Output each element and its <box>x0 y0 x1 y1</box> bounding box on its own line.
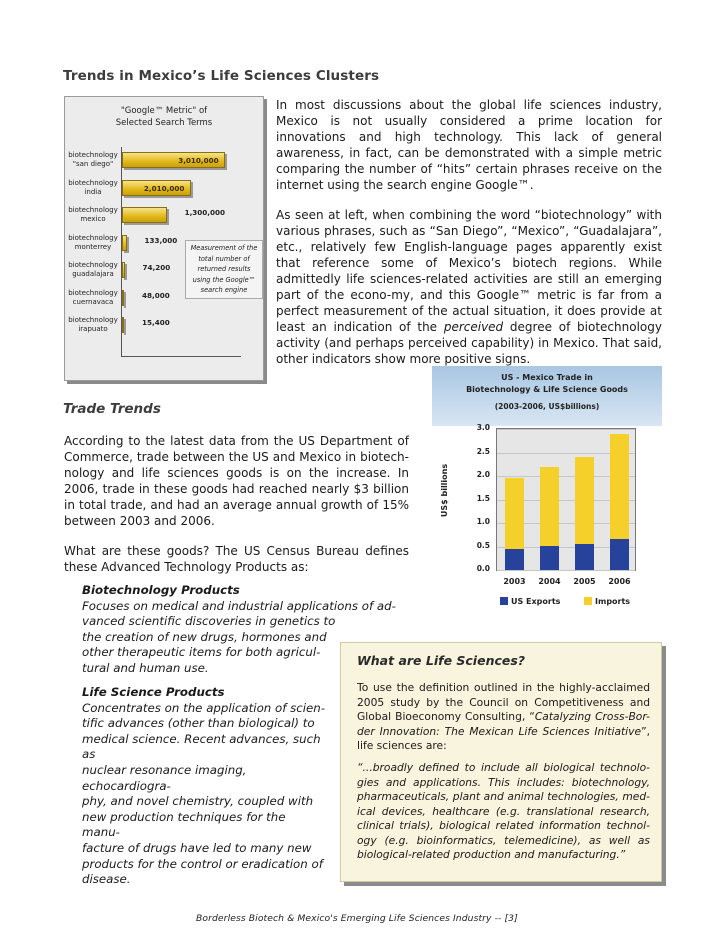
trade-title-line1: US - Mexico Trade in <box>501 373 593 382</box>
trade-bar-imports <box>540 467 559 547</box>
trade-ytick-label: 1.0 <box>476 517 490 526</box>
search-category-label: biotechnology "san diego" <box>68 151 118 168</box>
trade-bar-exports <box>540 546 559 570</box>
product-line: tific advances (other than biological) to <box>82 716 315 731</box>
trade-ytick-label: 0.0 <box>476 564 490 573</box>
product-line: new production techniques for the manu- <box>82 809 286 840</box>
intro-emphasis: perceived <box>443 320 504 335</box>
trade-chart <box>432 366 662 616</box>
product-title: Biotechnology Products <box>82 583 240 597</box>
search-bar <box>122 207 167 223</box>
product-line: phy, and novel chemistry, coupled with <box>82 794 314 809</box>
product-line: the creation of new drugs, hormones and <box>82 629 327 644</box>
sidebar-quote: “...broadly defined to include all biological technolo-gies and applications. This includes: biotechnology, pharmaceuticals, plant and animal technologies, med-ical devices, healthcare (e.g. translational research, clinical trials), biological related information technol-ogy (e.g. bioinformatics, telemedicine), as well as biological-related production and manufacturing.” <box>357 761 650 861</box>
intro-paragraph-2: As seen at left, when combining the word “biotechnology” with various phrases, such as “San Diego”, “Mexico”, “Guadalajara”, etc., relatively few English-language pages apparently exist that reference some of Mexico’s biotech regions. While admittedly life sciences-related activities are still an emerging part of the econo-my, and this Google™ metric is far from a perfect measurement of the actual situation, it does provide at least an indication of the perceived degree of biotechnology activity (and perhaps perceived capability) in Mexico. That said, other indicators show more positive signs. <box>276 207 662 367</box>
trade-ytick-label: 3.0 <box>476 423 490 432</box>
trade-bar-exports <box>505 549 524 570</box>
trade-title-line2: Biotechnology & Life Science Goods <box>466 385 628 394</box>
search-chart-title-line1: "Google™ Metric" of <box>120 106 208 116</box>
trade-xtick-label: 2006 <box>608 577 631 586</box>
section-heading-clusters: Trends in Mexico’s Life Sciences Clusters <box>63 68 380 84</box>
search-bar-value: 1,300,000 <box>184 208 226 217</box>
product-line: Focuses on medical and industrial applications of ad- <box>82 598 396 613</box>
trade-text <box>64 433 409 588</box>
trade-bar-imports <box>610 434 629 540</box>
trade-ytick-label: 2.0 <box>476 470 490 479</box>
search-bar <box>122 235 127 251</box>
sidebar-study-title: Catalyzing Cross-Bor-der Innovation: The Mexican Life Sciences Initiative <box>357 710 650 738</box>
trade-bar-imports <box>575 457 594 544</box>
search-category-label: biotechnology cuernavaca <box>68 288 118 306</box>
search-bar-value: 133,000 <box>144 235 178 245</box>
trade-xtick-label: 2003 <box>503 577 526 586</box>
product-title: Life Science Products <box>82 685 225 699</box>
search-note-line: search engine <box>200 286 248 294</box>
product-line: other therapeutic items for both agricul- <box>82 645 321 660</box>
trade-chart-plot <box>496 428 636 571</box>
search-note-line: Measurement of the <box>190 244 258 252</box>
search-bar-value: 48,000 <box>142 290 170 300</box>
search-metric-chart <box>64 96 264 381</box>
trade-chart-title <box>432 372 662 396</box>
product-line: facture of drugs have led to many new <box>82 840 312 855</box>
sidebar-definition: To use the definition outlined in the highly-acclaimed 2005 study by the Council on Competitiveness and Global Bioeconomy Consulting, “Catalyzing Cross-Bor-der Innovation: The Mexican Life Sciences Initiative”, life sciences are: <box>357 681 650 752</box>
trade-bar <box>610 434 629 570</box>
trade-paragraph-1: According to the latest data from the US Department of Commerce, trade between the US and Mexico in biotech-nology and life sciences goods is on the increase. In 2006, trade in these goods had reached nearly $3 billion in total trade, and had an average annual growth of 15% between 2003 and 2006. <box>64 434 409 529</box>
search-chart-title <box>65 105 263 129</box>
product-line: products for the control or eradication of <box>82 856 323 871</box>
search-note-line: using the Google™ <box>192 275 256 284</box>
product-line: tural and human use. <box>82 660 209 675</box>
search-bar <box>122 317 124 333</box>
search-bar <box>122 262 125 278</box>
product-line: medical science. Recent advances, such as <box>82 731 321 762</box>
trade-bar-exports <box>575 544 594 570</box>
search-bar-value: 3,010,000 <box>178 156 219 165</box>
search-chart-title-line2: Selected Search Terms <box>115 118 213 128</box>
trade-xtick-label: 2005 <box>573 577 596 586</box>
search-category-label: biotechnology mexico <box>68 206 118 223</box>
product-line: disease. <box>82 872 131 887</box>
product-description <box>82 701 327 888</box>
intro-text <box>276 97 662 381</box>
search-bar <box>122 290 124 306</box>
trade-chart-ylabel: US$ billions <box>440 463 450 518</box>
trade-bar <box>575 457 594 570</box>
trade-bar-exports <box>610 539 629 570</box>
trade-ytick-label: 2.5 <box>476 446 490 456</box>
search-category-label: biotechnology guadalajara <box>68 261 118 278</box>
search-note-line: total number of <box>198 254 250 263</box>
trade-ytick-label: 1.5 <box>476 493 490 503</box>
trade-gridline <box>497 570 635 571</box>
search-chart-note <box>185 240 263 299</box>
search-category-label: biotechnology india <box>68 178 118 196</box>
trade-bar-imports <box>505 478 524 549</box>
search-category-label: biotechnology irapuato <box>68 316 118 333</box>
search-note-line: returned results <box>197 265 251 273</box>
legend-imports: Imports <box>584 597 630 606</box>
legend-swatch-exports <box>500 597 508 605</box>
trade-chart-subtitle: (2003-2006, US$billions) <box>494 402 600 411</box>
product-line: Concentrates on the application of scien- <box>82 700 326 715</box>
search-bar-value: 2,010,000 <box>143 183 185 193</box>
trade-paragraph-2: What are these goods? The US Census Bureau defines these Advanced Technology Products as: <box>64 543 409 574</box>
search-bar-value: 74,200 <box>142 263 171 272</box>
product-line: vanced scientific discoveries in genetics to <box>82 614 336 629</box>
trade-bar <box>540 467 559 570</box>
page-footer: Borderless Biotech & Mexico's Emerging Life Sciences Industry -- [3] <box>196 913 518 924</box>
sidebar-title: What are Life Sciences? <box>357 653 526 668</box>
trade-ytick-label: 0.5 <box>476 540 490 550</box>
product-line: nuclear resonance imaging, echocardiogra- <box>82 762 247 793</box>
product-life-science <box>82 685 327 888</box>
section-heading-trade: Trade Trends <box>63 401 161 417</box>
trade-chart-header <box>432 366 662 426</box>
legend-us-exports: US Exports <box>500 597 560 606</box>
search-bar-value: 15,400 <box>142 318 170 327</box>
intro-paragraph-1: In most discussions about the global life sciences industry, Mexico is not usually considered a prime location for innovations and high technology. This lack of general awareness, in fact, can be demonstrated with a simple metric comparing the number of “hits” certain phrases receive on the internet using the search engine Google™. <box>276 98 662 193</box>
trade-bar <box>505 478 524 570</box>
search-category-label: biotechnology monterrey <box>68 233 118 251</box>
legend-swatch-imports <box>584 597 592 605</box>
trade-gridline <box>497 429 635 430</box>
trade-xtick-label: 2004 <box>538 577 561 586</box>
life-sciences-sidebar <box>340 642 662 882</box>
